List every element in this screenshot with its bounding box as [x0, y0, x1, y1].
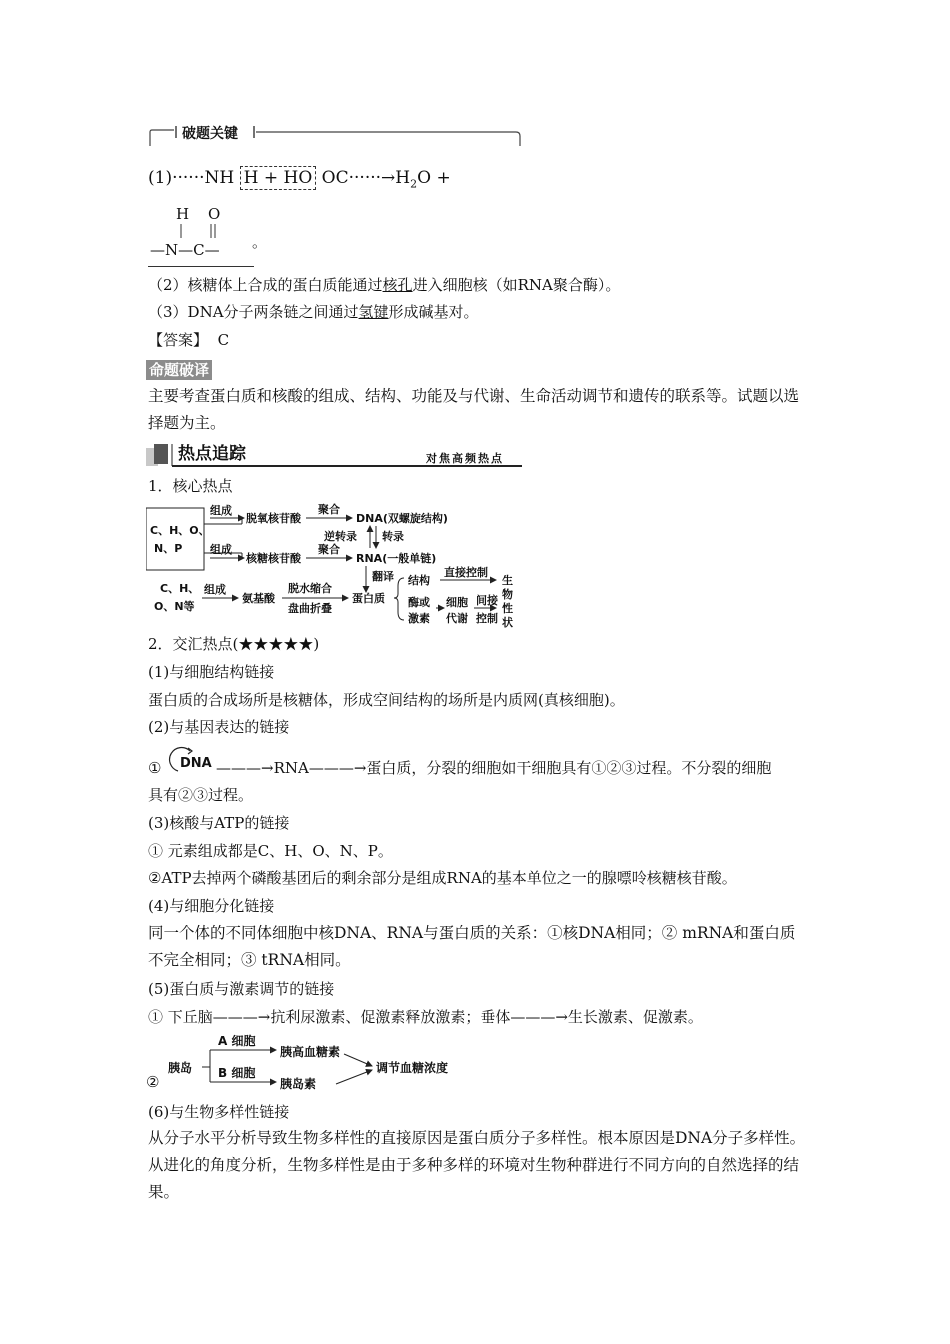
redian-heading: 热点追踪 [178, 444, 246, 464]
core-diagram [146, 500, 526, 630]
p4-title: (4)与细胞分化链接 [148, 897, 275, 915]
xibao-2: 代谢 [446, 612, 468, 625]
key-header-title: 破题关键 [182, 126, 238, 142]
p2-rest: ———→RNA———→蛋白质，分裂的细胞如干细胞具有①②③过程。不分裂的细胞 [216, 759, 772, 777]
p6-title: (6)与生物多样性链接 [148, 1103, 290, 1121]
mingti-heading: 命题破译 [146, 360, 212, 380]
zucheng-3: 组成 [204, 583, 226, 596]
hetang: 核糖核苷酸 [246, 552, 301, 565]
islet-tj: 调节血糖浓度 [376, 1061, 449, 1075]
meihuo-2: 激素 [408, 612, 430, 625]
p3-title: (3)核酸与ATP的链接 [148, 814, 290, 832]
jiegou: 结构 [408, 574, 430, 587]
dna: DNA(双螺旋结构) [356, 512, 448, 525]
redian-sub: 对焦高频热点 [426, 452, 504, 465]
peptide-o: O [208, 205, 221, 223]
islet-b: B 细胞 [218, 1066, 256, 1080]
elem2-line1: C、H、 [160, 582, 200, 595]
zhuanlu: 转录 [382, 530, 404, 543]
p5-a: ① 下丘脑———→抗利尿激素、促激素释放激素；垂体———→生长激素、促激素。 [148, 1008, 703, 1026]
juhe-2: 聚合 [318, 543, 340, 556]
jianjie-1: 间接 [476, 594, 498, 607]
islet-gx: 胰高血糖素 [280, 1045, 341, 1059]
danbaizhi: 蛋白质 [352, 592, 385, 605]
tuoyang: 脱氧核苷酸 [246, 512, 301, 525]
section-2: 2．交汇热点(★★★★★) [148, 635, 320, 653]
zucheng-2: 组成 [210, 543, 232, 556]
islet-num: ② [146, 1073, 160, 1091]
peptide-bonds [176, 222, 226, 242]
juhe-1: 聚合 [318, 503, 340, 516]
shengwu-4: 状 [502, 616, 513, 629]
shengwu-2: 物 [502, 588, 513, 601]
elem-box-line2: N、P [154, 542, 183, 555]
islet-yidao: 胰岛 [168, 1061, 193, 1075]
xibao-1: 细胞 [446, 596, 468, 609]
shengwu-3: 性 [502, 602, 513, 615]
p2-title: (2)与基因表达的链接 [148, 718, 290, 736]
shengwu-1: 生 [502, 574, 513, 587]
p1-title: (1)与细胞结构链接 [148, 663, 275, 681]
tuoshui: 脱水缩合 [288, 582, 332, 595]
islet-diagram [146, 1030, 466, 1096]
p2-line: ① [148, 759, 162, 777]
note-3: （3）DNA分子两条链之间通过氢键形成碱基对。 [148, 303, 479, 321]
answer: 【答案】 C [148, 331, 230, 349]
elem2-line2: O、N等 [154, 600, 195, 613]
rna: RNA(一般单链) [356, 552, 437, 565]
peptide-chain: —N—C— [150, 241, 220, 259]
meihuo-1: 酶或 [408, 596, 430, 609]
zhijie: 直接控制 [444, 566, 488, 579]
p6-text: 从分子水平分析导致生物多样性的直接原因是蛋白质分子多样性。根本原因是DNA分子多样性。从进化的角度分析，生物多样性是由于多种多样的环境对生物种群进行不同方向的自然选择的结果。 [148, 1129, 806, 1201]
p4-text: 同一个体的不同体细胞中核DNA、RNA与蛋白质的关系：①核DNA相同；② mRNA和蛋白质不完全相同；③ tRNA相同。 [148, 924, 796, 969]
fanyi: 翻译 [372, 570, 394, 583]
islet-a: A 细胞 [218, 1034, 256, 1048]
panqu: 盘曲折叠 [288, 602, 332, 615]
p2-cont: 具有②③过程。 [148, 786, 254, 804]
peptide-end: 。 [252, 233, 268, 251]
section-1: 1．核心热点 [148, 477, 233, 495]
p5-title: (5)蛋白质与激素调节的链接 [148, 980, 335, 998]
jianjie-2: 控制 [476, 612, 498, 625]
dna-replication-icon [168, 745, 212, 777]
elem-box-line1: C、H、O、 [150, 524, 210, 537]
p3-b: ②ATP去掉两个磷酸基团后的剩余部分是组成RNA的基本单位之一的腺嘌呤核糖核苷酸。 [148, 869, 737, 887]
note-2: （2）核糖体上合成的蛋白质能通过核孔进入细胞核（如RNA聚合酶）。 [148, 276, 621, 294]
divider [148, 266, 254, 267]
mingti-text: 主要考查蛋白质和核酸的组成、结构、功能及与代谢、生命活动调节和遗传的联系等。试题以选择题为主。 [148, 387, 800, 432]
p1-text: 蛋白质的合成场所是核糖体，形成空间结构的场所是内质网(真核细胞)。 [148, 691, 625, 709]
dna-label: DNA [180, 756, 212, 771]
nizhuanlu: 逆转录 [324, 530, 357, 543]
p3-a: ① 元素组成都是C、H、O、N、P。 [148, 842, 393, 860]
line1: (1)······NH H + HO $OC\cdot\cdot\cdot\cdot\cdot\cdot\to H_2O$ + [148, 168, 451, 191]
zucheng-1: 组成 [210, 504, 232, 517]
anjisuan: 氨基酸 [242, 592, 275, 605]
islet-yds: 胰岛素 [280, 1077, 317, 1091]
peptide-h: H [176, 205, 190, 223]
bond-box: H + HO [240, 166, 317, 190]
